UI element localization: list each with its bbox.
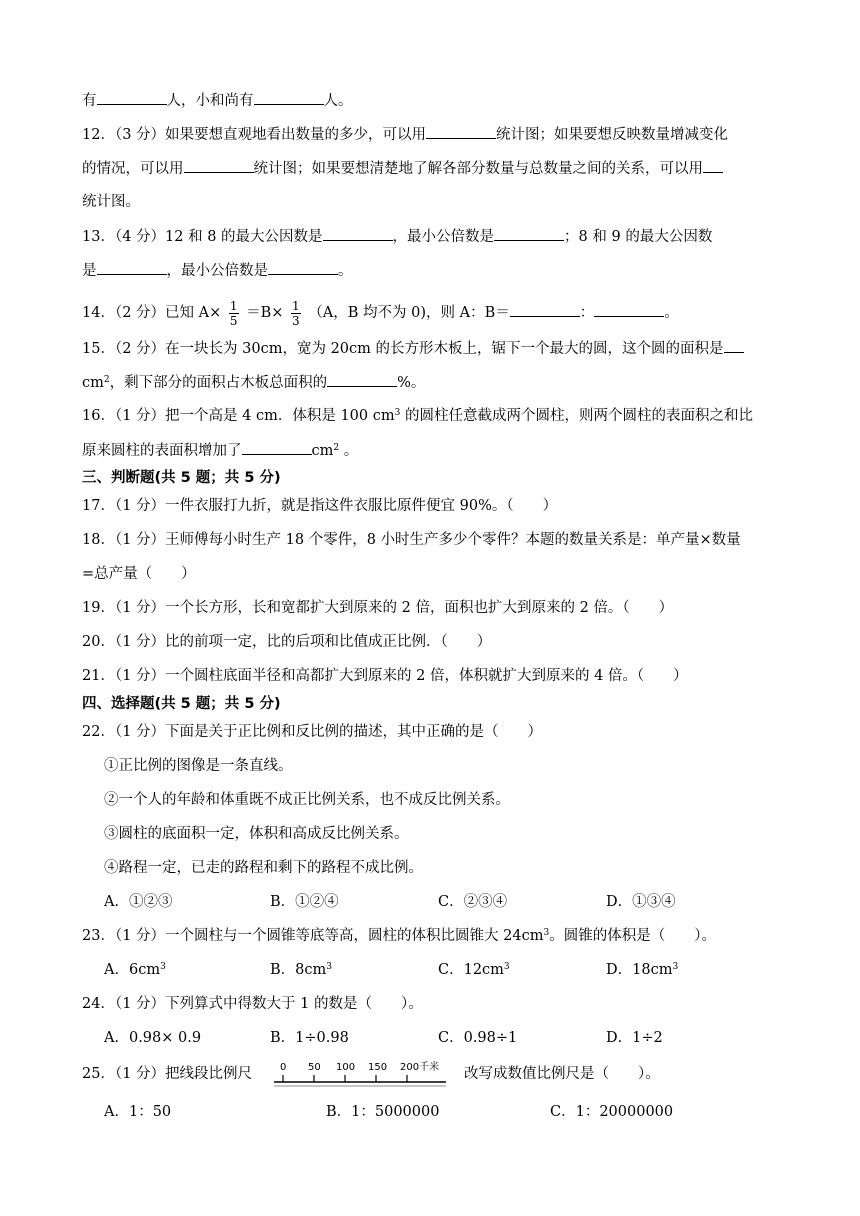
option-c[interactable]: C．1：20000000 — [550, 1104, 674, 1120]
statement-1: ①正比例的图像是一条直线。 — [104, 758, 293, 774]
numerator: 1 — [292, 298, 300, 313]
option-b[interactable]: B．1：5000000 — [326, 1104, 440, 1120]
text: 人，小和尚有 — [166, 93, 254, 109]
superscript: 3 — [160, 962, 166, 972]
text: 15．（2 分）在一块长为 30cm，宽为 20cm 的长方形木板上，锯下一个最大的圆，这个圆的面积是 — [82, 341, 724, 357]
option-a[interactable] — [104, 960, 166, 980]
text: ，最小公倍数是 — [392, 229, 495, 245]
statement-3: ③圆柱的底面积一定，体积和高成反比例关系。 — [104, 826, 409, 842]
line-segment-scale-image — [272, 1058, 448, 1092]
superscript: 2 — [333, 443, 340, 453]
text: 统计图。 — [82, 194, 140, 210]
text: 。 — [339, 443, 359, 459]
question-12-line2 — [82, 158, 723, 179]
text: ： — [579, 305, 595, 321]
text: 14．（2 分）已知 A× — [82, 305, 222, 321]
question-15-line1 — [82, 338, 744, 359]
question-12-line1 — [82, 124, 728, 145]
question-17: 17．（1 分）一件衣服打九折，就是指这件衣服比原件便宜 90%。（ ） — [82, 498, 558, 514]
scale-tick-label: 50 — [308, 1062, 321, 1073]
text: %。 — [397, 375, 426, 391]
text: ＝B× — [246, 305, 284, 321]
text: 统计图；如果要想反映数量增减变化 — [496, 127, 729, 143]
statement-4: ④路程一定，已走的路程和剩下的路程不成比例。 — [104, 860, 423, 876]
question-18-line1: 18．（1 分）王师傅每小时生产 18 个零件，8 小时生产多少个零件？本题的数量关系是：单产量×数量 — [82, 532, 741, 548]
option-b[interactable] — [270, 960, 332, 980]
question-21: 21．（1 分）一个圆柱底面半径和高都扩大到原来的 2 倍，体积就扩大到原来的 4 倍。（ ） — [82, 668, 688, 684]
option-c[interactable]: C．②③④ — [438, 894, 508, 910]
question-25-stem-a: 25．（1 分）把线段比例尺 — [82, 1066, 253, 1082]
text: 13．（4 分）12 和 8 的最大公因数是 — [82, 229, 323, 245]
question-15-line2 — [82, 372, 425, 393]
text: 。圆锥的体积是（ ）。 — [549, 928, 716, 944]
text: 的情况，可以用 — [82, 161, 184, 177]
statement-2: ②一个人的年龄和体重既不成正比例关系，也不成反比例关系。 — [104, 792, 510, 808]
answer-blank[interactable] — [242, 440, 312, 455]
question-24-stem: 24．（1 分）下列算式中得数大于 1 的数是（ ）。 — [82, 996, 423, 1012]
option-b[interactable]: B．1÷0.98 — [270, 1030, 349, 1046]
text: 12．（3 分）如果要想直观地看出数量的多少，可以用 — [82, 127, 427, 143]
scale-tick-label: 0 — [280, 1062, 287, 1073]
superscript: 3 — [672, 962, 679, 972]
answer-blank[interactable] — [703, 158, 723, 173]
superscript: 2 — [103, 375, 110, 385]
question-14 — [82, 298, 679, 328]
answer-blank[interactable] — [323, 226, 393, 241]
question-16-line2 — [82, 440, 358, 461]
text: 23．（1 分）一个圆柱与一个圆锥等底等高，圆柱的体积比圆锥大 24cm — [82, 928, 544, 944]
text: cm — [311, 443, 334, 459]
text: 是 — [82, 263, 97, 279]
question-23-stem — [82, 926, 716, 946]
question-25-stem-b: 改写成数值比例尺是（ ）。 — [464, 1066, 660, 1082]
fraction-one-third — [291, 299, 301, 328]
option-d[interactable] — [606, 960, 678, 980]
option-d[interactable]: D．①③④ — [606, 894, 676, 910]
section-heading-multiple-choice: 四、选择题(共 5 题；共 5 分) — [82, 696, 281, 712]
denominator: 5 — [229, 313, 238, 328]
question-18-line2: =总产量（ ） — [82, 566, 196, 582]
superscript: 3 — [503, 962, 510, 972]
text: 人。 — [323, 93, 353, 109]
answer-blank[interactable] — [268, 260, 338, 275]
option-c[interactable]: C．0.98÷1 — [438, 1030, 518, 1046]
answer-blank[interactable] — [184, 158, 254, 173]
question-12-line3 — [82, 192, 140, 212]
superscript: 3 — [543, 928, 550, 938]
text: ，剩下部分的面积占木板总面积的 — [109, 375, 328, 391]
option-a[interactable]: A．①②③ — [104, 894, 173, 910]
text: 有 — [82, 93, 97, 109]
text: 的圆柱任意截成两个圆柱，则两个圆柱的表面积之和比 — [400, 408, 753, 424]
text: （A，B 均不为 0)，则 A：B＝ — [308, 305, 510, 321]
text: D．18cm — [606, 962, 673, 978]
question-22-stem: 22．（1 分）下面是关于正比例和反比例的描述，其中正确的是（ ） — [82, 724, 543, 740]
text: 原来圆柱的表面积增加了 — [82, 443, 242, 459]
numerator: 1 — [229, 298, 238, 313]
answer-blank[interactable] — [494, 226, 564, 241]
text: 。 — [338, 263, 353, 279]
question-20: 20．（1 分）比的前项一定，比的后项和比值成正比例．（ ） — [82, 634, 492, 650]
fraction-one-fifth — [229, 299, 239, 328]
scale-tick-label: 100 — [336, 1062, 356, 1073]
answer-blank[interactable] — [724, 338, 744, 353]
superscript: 3 — [394, 408, 401, 418]
answer-blank[interactable] — [254, 90, 324, 105]
superscript: 3 — [326, 962, 332, 972]
answer-blank[interactable] — [510, 302, 580, 317]
text: 16．（1 分）把一个高是 4 cm．体积是 100 cm — [82, 408, 395, 424]
answer-blank[interactable] — [426, 124, 496, 139]
question-16-line1 — [82, 406, 753, 426]
option-a[interactable]: A．1：50 — [104, 1104, 172, 1120]
question-19: 19．（1 分）一个长方形，长和宽都扩大到原来的 2 倍，面积也扩大到原来的 2 倍。（ ） — [82, 600, 674, 616]
option-d[interactable]: D．1÷2 — [606, 1030, 663, 1046]
option-c[interactable] — [438, 960, 510, 980]
question-13-line2 — [82, 260, 353, 281]
text: 统计图；如果要想清楚地了解各部分数量与总数量之间的关系，可以用 — [253, 161, 703, 177]
scale-tick-label: 200千米 — [400, 1062, 440, 1073]
text: B．8cm — [270, 962, 327, 978]
text: ；8 和 9 的最大公因数 — [564, 229, 713, 245]
scale-tick-label: 150 — [368, 1062, 388, 1073]
answer-blank[interactable] — [97, 90, 167, 105]
question-11-tail — [82, 90, 353, 111]
section-heading-true-false: 三、判断题(共 5 题；共 5 分) — [82, 470, 281, 486]
scale-bar-graphic — [272, 1058, 448, 1092]
answer-blank[interactable] — [327, 372, 397, 387]
text: A．6cm — [104, 962, 161, 978]
text: 。 — [664, 305, 679, 321]
question-13-line1 — [82, 226, 712, 247]
answer-blank[interactable] — [594, 302, 664, 317]
text: ，最小公倍数是 — [166, 263, 268, 279]
option-a[interactable]: A．0.98× 0.9 — [104, 1030, 202, 1046]
text: C．12cm — [438, 962, 504, 978]
answer-blank[interactable] — [97, 260, 167, 275]
denominator: 3 — [292, 313, 300, 328]
text: cm — [82, 375, 104, 391]
option-b[interactable]: B．①②④ — [270, 894, 339, 910]
